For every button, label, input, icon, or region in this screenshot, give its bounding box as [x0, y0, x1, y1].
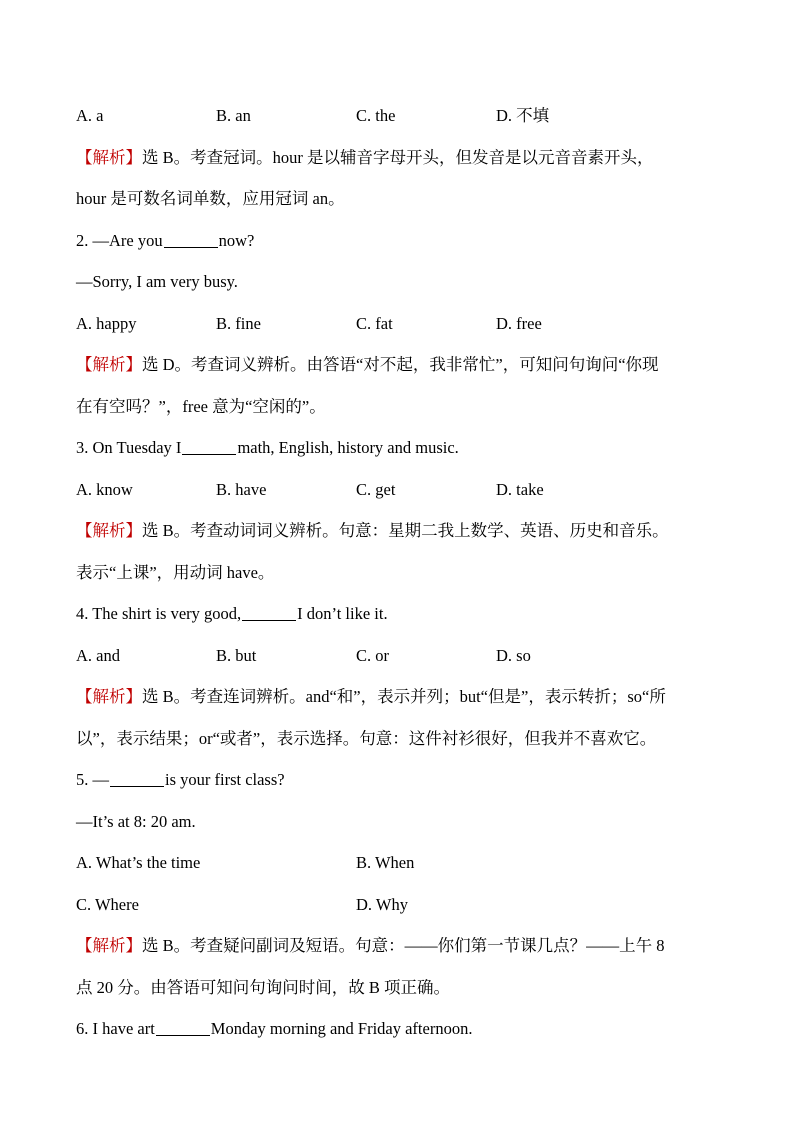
q4-stem — [76, 597, 726, 639]
q4-analysis-text-1: 选 B。考查连词辨析。and“和”，表示并列；but“但是”，表示转折；so“所 — [142, 687, 666, 706]
q3-stem-after: math, English, history and music. — [237, 438, 459, 457]
q2-analysis-tag: 【解析】 — [76, 355, 142, 374]
q2-option-b: B. fine — [216, 313, 261, 333]
q4-option-b: B. but — [216, 645, 257, 665]
q1-analysis-line-2: hour 是可数名词单数，应用冠词 an。 — [76, 189, 345, 208]
q5-analysis-line-1 — [76, 929, 726, 971]
q3-analysis-tag: 【解析】 — [76, 521, 142, 540]
q1-analysis-line-1 — [76, 141, 726, 183]
q5-stem — [76, 763, 726, 805]
q3-stem — [76, 431, 726, 473]
q5-analysis-line-2: 点 20 分。由答语可知问句询问时间，故 B 项正确。 — [76, 977, 451, 997]
q4-options — [76, 639, 726, 681]
q5-option-b: B. When — [356, 853, 415, 872]
document-page — [76, 99, 726, 1054]
q5-reply: —It’s at 8: 20 am. — [76, 811, 196, 831]
q1-option-a: A. a — [76, 106, 104, 125]
q2-option-a: A. happy — [76, 313, 137, 333]
q2-options — [76, 307, 726, 349]
q5-option-d: D. Why — [356, 894, 408, 914]
q5-option-c: C. Where — [76, 894, 139, 914]
q1-analysis-text-1: 选 B。考查冠词。hour 是以辅音字母开头，但发音是以元音音素开头， — [142, 147, 654, 167]
q6-blank — [156, 1019, 210, 1037]
q6-stem-after: Monday morning and Friday afternoon. — [210, 1019, 473, 1038]
q3-analysis-line-2: 表示“上课”，用动词 have。 — [76, 562, 275, 582]
q2-option-d: D. free — [496, 313, 542, 333]
q1-options — [76, 99, 726, 141]
q3-analysis-text-1: 选 B。考查动词词义辨析。句意：星期二我上数学、英语、历史和音乐。 — [142, 521, 669, 540]
q6-stem — [76, 1012, 726, 1054]
q2-stem-after: now? — [218, 230, 255, 250]
q3-options — [76, 473, 726, 515]
q4-stem-before: 4. The shirt is very good, — [76, 604, 242, 623]
q3-blank — [182, 438, 236, 456]
q2-blank — [164, 230, 218, 248]
q1-option-d: D. 不填 — [496, 106, 550, 125]
q2-stem — [76, 224, 726, 266]
q6-stem-before: 6. I have art — [76, 1019, 155, 1038]
q2-analysis-line-1 — [76, 348, 726, 390]
q2-analysis-text-1: 选 D。考查词义辨析。由答语“对不起，我非常忙”，可知问句询问“你现 — [142, 355, 659, 374]
q5-options-row-1 — [76, 846, 726, 888]
q4-blank — [242, 604, 296, 622]
q4-analysis-tag: 【解析】 — [76, 687, 142, 706]
q5-option-a: A. What’s the time — [76, 853, 201, 872]
q1-analysis-tag: 【解析】 — [76, 147, 142, 167]
q1-option-b: B. an — [216, 106, 251, 125]
q4-analysis-line-2: 以”，表示结果；or“或者”，表示选择。句意：这件衬衫很好，但我并不喜欢它。 — [76, 728, 657, 748]
q2-reply: —Sorry, I am very busy. — [76, 272, 238, 291]
q4-stem-after: I don’t like it. — [297, 604, 388, 623]
q3-analysis-line-1 — [76, 514, 726, 556]
q5-analysis-text-1: 选 B。考查疑问副词及短语。句意：——你们第一节课几点？——上午 8 — [142, 936, 665, 955]
q1-option-c: C. the — [356, 106, 396, 125]
q5-analysis-tag: 【解析】 — [76, 936, 142, 955]
q5-options-row-2 — [76, 888, 726, 930]
q5-stem-after: is your first class? — [165, 770, 285, 789]
q5-blank — [110, 770, 164, 788]
q5-stem-before: 5. — — [76, 770, 109, 789]
q3-stem-before: 3. On Tuesday I — [76, 438, 182, 457]
q2-option-c: C. fat — [356, 313, 393, 333]
q2-analysis-line-2: 在有空吗？”，free 意为“空闲的”。 — [76, 396, 326, 416]
q4-option-a: A. and — [76, 645, 120, 665]
q3-option-b: B. have — [216, 479, 267, 499]
q3-option-c: C. get — [356, 479, 396, 499]
q4-option-d: D. so — [496, 645, 531, 665]
q3-option-a: A. know — [76, 479, 133, 499]
q4-analysis-line-1 — [76, 680, 726, 722]
q4-option-c: C. or — [356, 645, 389, 665]
q3-option-d: D. take — [496, 479, 544, 499]
q2-stem-before: 2. —Are you — [76, 230, 163, 250]
